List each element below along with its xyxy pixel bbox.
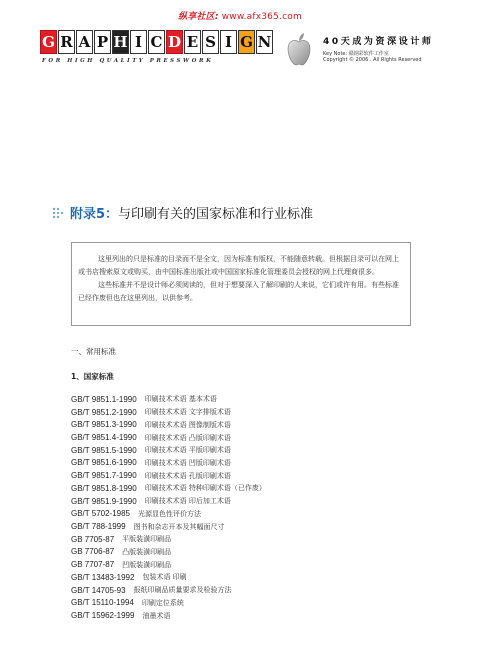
standard-code: GB 7706-87 xyxy=(71,547,115,557)
logo-letter: H xyxy=(112,30,129,54)
standard-code: GB/T 9851.8-1990 xyxy=(71,483,137,493)
standard-code: GB/T 15962-1999 xyxy=(71,611,135,621)
standard-code: GB/T 9851.2-1990 xyxy=(71,407,137,417)
standard-name: 印刷技术术语 凸版印刷术语 xyxy=(144,433,231,442)
standard-code: GB 7705-87 xyxy=(71,534,115,544)
logo-letter: N xyxy=(256,30,273,54)
standard-name: 油墨术语 xyxy=(142,611,171,620)
key-note: Key Note: 赣钢彩软件工作室 xyxy=(323,51,389,57)
standard-name: 印刷技术术语 孔版印刷术语 xyxy=(144,471,231,480)
section-heading: 一、常用标准 xyxy=(71,347,116,356)
watermark-url[interactable]: www.afx365.com xyxy=(221,12,302,22)
standard-row xyxy=(71,520,451,533)
standard-row xyxy=(71,609,451,622)
standard-row xyxy=(71,406,451,419)
standard-row xyxy=(71,444,451,457)
standard-name: 包装术语 印刷 xyxy=(142,573,187,582)
standard-row xyxy=(71,507,451,520)
appendix-heading: 与印刷有关的国家标准和行业标准 xyxy=(118,207,314,222)
standard-code: GB/T 15110-1994 xyxy=(71,598,134,608)
standard-name: 印刷技术术语 印后加工术语 xyxy=(144,497,231,506)
standard-row xyxy=(71,431,451,444)
standard-row xyxy=(71,571,451,584)
page-header xyxy=(40,30,460,74)
standard-code: GB/T 13483-1992 xyxy=(71,572,135,582)
standard-name: 凹版装潢印刷品 xyxy=(122,560,172,569)
standard-code: GB/T 9851.1-1990 xyxy=(71,394,137,404)
standard-row xyxy=(71,482,451,495)
standard-code: GB/T 9851.7-1990 xyxy=(71,471,137,481)
standard-name: 印刷技术术语 基本术语 xyxy=(144,395,217,404)
standard-code: GB/T 9851.6-1990 xyxy=(71,458,137,468)
logo-letter: C xyxy=(148,30,165,54)
note-paragraph-1: 这里列出的只是标准的目录而不是全文，因为标准有版权，不能随意转载。但根据目录可以在网上或书店搜索原文或购买，由中国标准出版社或中国国家标准化管理委员会授权的网上代理商很多。 xyxy=(78,255,399,276)
series-title: 40天成为资深设计师 xyxy=(323,37,434,47)
standard-name: 图书和杂志开本及其幅面尺寸 xyxy=(133,522,225,531)
logo-letter: I xyxy=(220,30,237,54)
standard-name: 印刷定位系统 xyxy=(141,598,184,607)
dots-icon xyxy=(52,207,64,219)
standard-code: GB 7707-87 xyxy=(71,560,115,570)
standard-name: 印刷技术术语 图像制版术语 xyxy=(144,420,231,429)
standard-name: 平版装潢印刷品 xyxy=(122,535,172,544)
standard-row xyxy=(71,418,451,431)
logo-letter: D xyxy=(166,30,183,54)
apple-logo-icon xyxy=(285,31,313,67)
logo-letter: G xyxy=(40,30,57,54)
standard-code: GB/T 9851.3-1990 xyxy=(71,420,137,430)
standard-name: 报纸印刷品质量要求及检验方法 xyxy=(133,586,232,595)
standard-name: 印刷技术术语 凹版印刷术语 xyxy=(144,458,231,467)
standard-row xyxy=(71,457,451,470)
watermark xyxy=(0,9,480,22)
standard-code: GB/T 9851.4-1990 xyxy=(71,433,137,443)
standard-code: GB/T 14705-93 xyxy=(71,585,126,595)
standard-row xyxy=(71,584,451,597)
standard-row xyxy=(71,393,451,406)
note-paragraph-2: 这些标准并不是设计师必须阅读的，但对于想要深入了解印刷的人来说，它们或许有用。有些标准已经作废但也在这里列出，以供参考。 xyxy=(78,281,399,302)
standard-row xyxy=(71,558,451,571)
appendix-prefix: 附录5： xyxy=(70,207,119,222)
standard-name: 印刷技术术语 平版印刷术语 xyxy=(144,446,231,455)
logo-tagline: FOR HIGH QUALITY PRESSWORK xyxy=(42,58,214,64)
standard-name: 印刷技术术语 文字排版术语 xyxy=(144,408,231,417)
standard-row xyxy=(71,546,451,559)
watermark-brand: 纵享社区: xyxy=(178,12,219,22)
standard-name: 凸版装潢印刷品 xyxy=(122,547,172,556)
logo-letter: I xyxy=(130,30,147,54)
copyright: Copyright © 2006 . All Rights Reserved xyxy=(323,57,422,63)
subsection-heading: 1、国家标准 xyxy=(71,372,114,381)
standard-row xyxy=(71,495,451,508)
standard-code: GB/T 9851.5-1990 xyxy=(71,445,137,455)
logo-letter: R xyxy=(58,30,75,54)
appendix-title xyxy=(52,203,313,222)
graphic-design-logo xyxy=(40,30,274,54)
logo-letter: E xyxy=(184,30,201,54)
standard-name: 印刷技术术语 特种印刷术语（已作废） xyxy=(144,484,266,493)
logo-letter: S xyxy=(202,30,219,54)
standard-code: GB/T 788-1999 xyxy=(71,522,126,532)
standard-row xyxy=(71,533,451,546)
standard-code: GB/T 9851.9-1990 xyxy=(71,496,137,506)
standard-row xyxy=(71,597,451,610)
standard-name: 光源显色性评价方法 xyxy=(138,509,202,518)
standard-row xyxy=(71,469,451,482)
standard-code: GB/T 5702-1985 xyxy=(71,509,131,519)
standards-list xyxy=(71,393,451,622)
note-box xyxy=(71,242,411,326)
logo-letter: G xyxy=(238,30,255,54)
logo-letter: P xyxy=(94,30,111,54)
logo-letter: A xyxy=(76,30,93,54)
